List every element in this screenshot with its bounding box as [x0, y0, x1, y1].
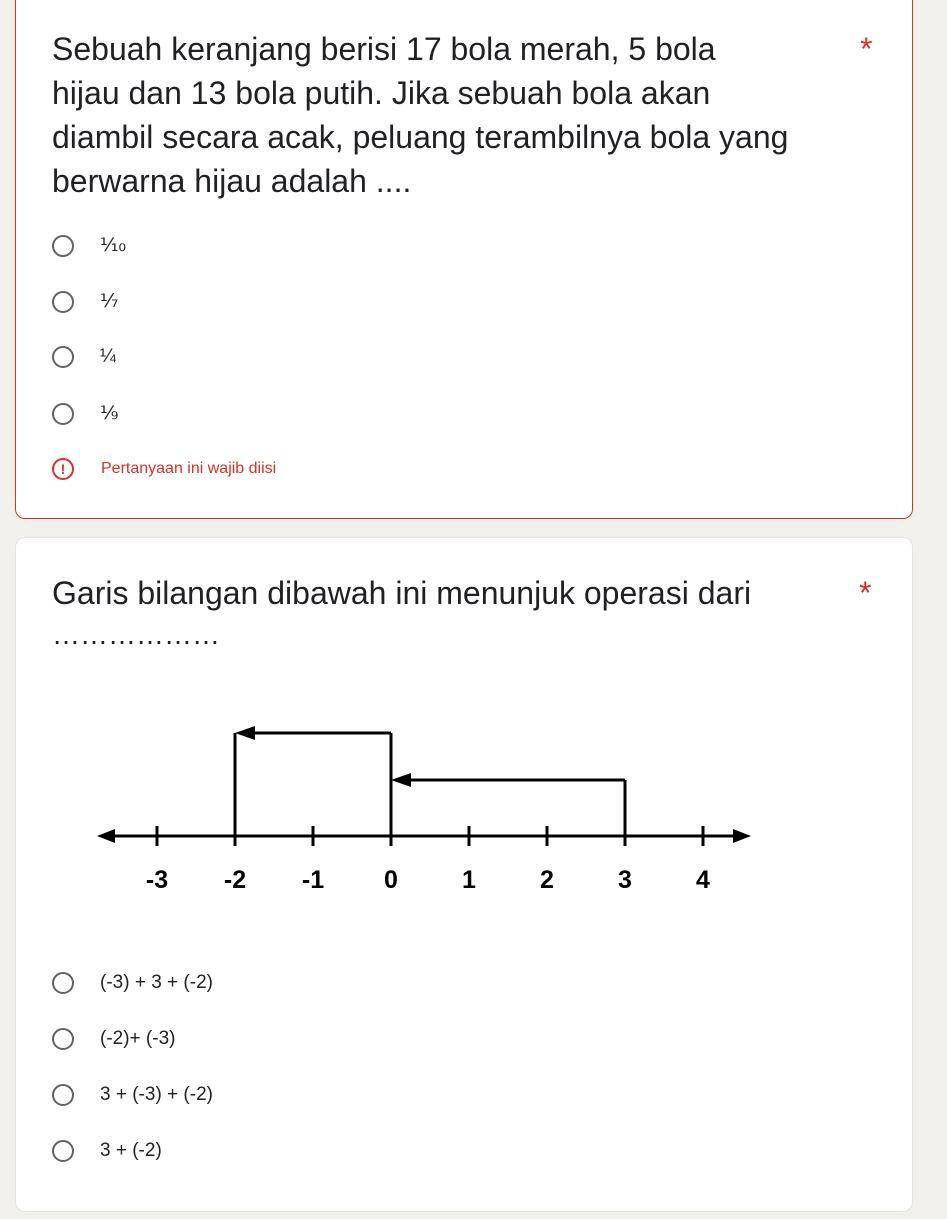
question-blank-dots: ………………	[52, 619, 220, 650]
tick-label: -3	[145, 866, 169, 894]
number-line-figure	[74, 718, 774, 908]
radio-button[interactable]	[52, 1084, 74, 1106]
radio-button[interactable]	[52, 1140, 74, 1162]
tick-label: 2	[540, 866, 554, 894]
question-title: Garis bilangan dibawah ini menunjuk operasi dari	[52, 575, 752, 611]
radio-button[interactable]	[52, 346, 74, 368]
axis-right-arrowhead	[733, 829, 751, 843]
option-3[interactable]	[52, 1084, 213, 1106]
question-title: Sebuah keranjang berisi 17 bola merah, 5 bola hijau dan 13 bola putih. Jika sebuah bola akan diambil secara acak, peluang terambilnya bola yang berwarna hijau adalah ....	[52, 31, 789, 199]
option-1[interactable]	[52, 234, 126, 257]
radio-button[interactable]	[52, 403, 74, 425]
radio-button[interactable]	[52, 972, 74, 994]
radio-button[interactable]	[52, 291, 74, 313]
option-2[interactable]	[52, 290, 118, 313]
jump-arrow-head	[235, 726, 255, 740]
option-label: (-2)+ (-3)	[100, 1028, 176, 1049]
option-4[interactable]	[52, 1140, 162, 1162]
radio-button[interactable]	[52, 1028, 74, 1050]
jump-arrow-head	[391, 773, 411, 787]
error-icon: !	[52, 458, 74, 480]
question-card-1	[15, 0, 913, 519]
question-card-2	[15, 537, 913, 1212]
required-error	[52, 458, 276, 480]
option-label: ⅒	[100, 235, 127, 256]
radio-button[interactable]	[52, 235, 74, 257]
option-1[interactable]	[52, 972, 213, 994]
tick-label: 3	[618, 866, 632, 894]
option-label: ¼	[100, 346, 116, 367]
tick-label: -1	[301, 866, 325, 894]
error-text: Pertanyaan ini wajib diisi	[101, 460, 277, 477]
option-2[interactable]	[52, 1028, 175, 1050]
tick-label: -2	[223, 866, 247, 894]
option-label: (-3) + 3 + (-2)	[100, 972, 213, 993]
tick-label: 1	[462, 866, 476, 894]
option-label: 3 + (-3) + (-2)	[100, 1084, 213, 1105]
required-asterisk: *	[859, 575, 872, 611]
option-3[interactable]	[52, 346, 116, 368]
required-asterisk: *	[860, 31, 873, 67]
option-label: ⅑	[100, 403, 119, 424]
axis-left-arrowhead	[97, 829, 115, 843]
tick-label: 0	[384, 866, 398, 894]
option-label: 3 + (-2)	[100, 1140, 162, 1161]
option-label: ⅐	[100, 291, 119, 312]
option-4[interactable]	[52, 402, 118, 425]
tick-label: 4	[696, 866, 710, 894]
